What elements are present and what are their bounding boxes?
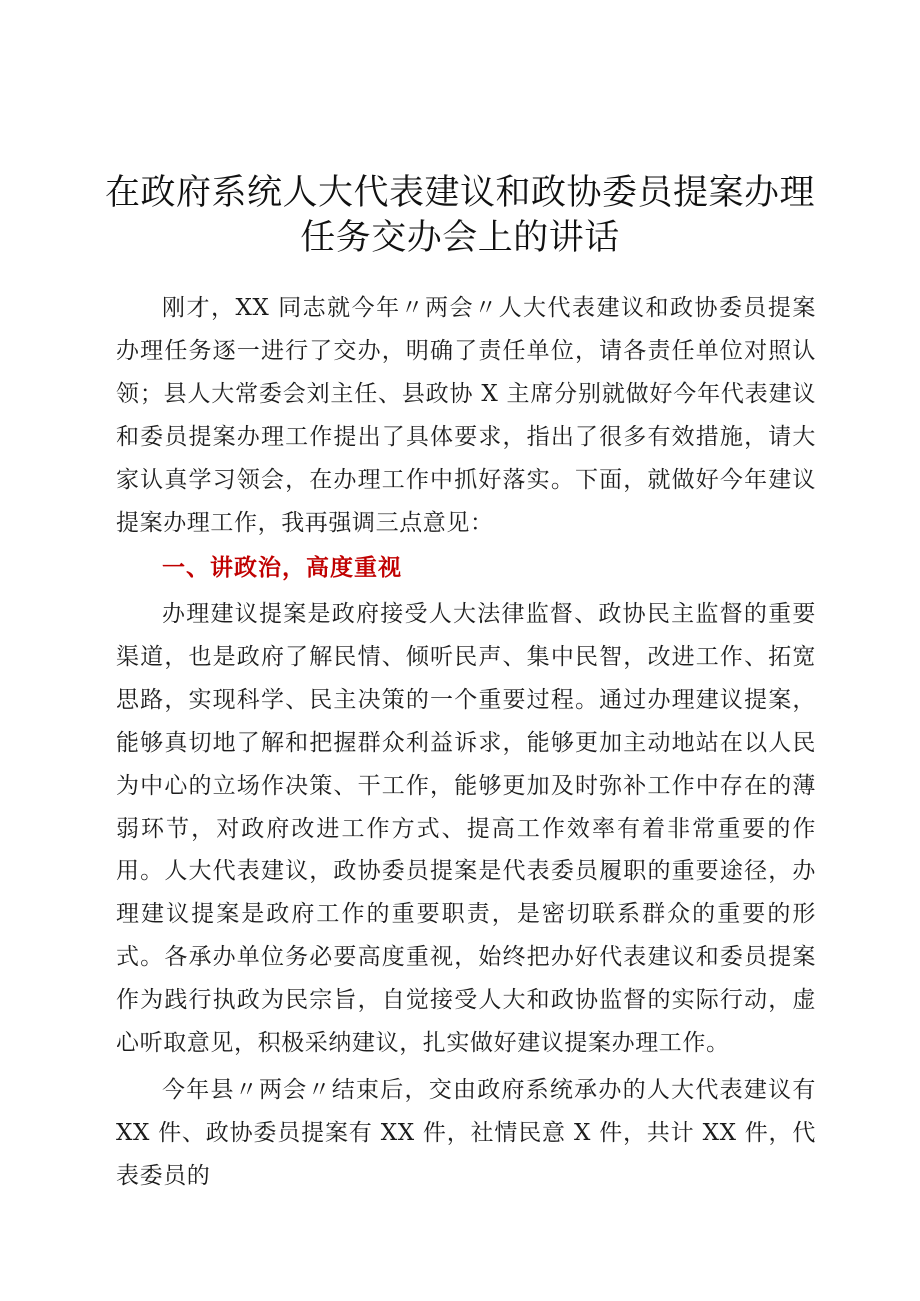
paragraph-intro: 刚才，XX 同志就今年〃两会〃人大代表建议和政协委员提案办理任务逐一进行了交办，明确了责任单位，请各责任单位对照认领；县人大常委会刘主任、县政协 X 主席分别就做好今年代表建议和委员提案办理工作提出了具体要求，指出了很多有效措施，请大家认真学习领会，在办理工作中抓好落实。下面，就做好今年建议提案办理工作，我再强调三点意见： xyxy=(116,295,816,536)
paragraph-section-1-body: 办理建议提案是政府接受人大法律监督、政协民主监督的重要渠道，也是政府了解民情、倾听民声、集中民智，改进工作、拓宽思路，实现科学、民主决策的一个重要过程。通过办理建议提案，能够真切地了解和把握群众利益诉求，能够更加主动地站在以人民为中心的立场作决策、干工作，能够更加及时弥补工作中存在的薄弱环节，对政府改进工作方式、提高工作效率有着非常重要的作用。人大代表建议，政协委员提案是代表委员履职的重要途径，办理建议提案是政府工作的重要职责，是密切联系群众的重要的形式。各承办单位务必要高度重视，始终把办好代表建议和委员提案作为践行执政为民宗旨，自觉接受人大和政协监督的实际行动，虚心听取意见，积极采纳建议，扎实做好建议提案办理工作。 xyxy=(116,601,816,1057)
document-title-line-2: 任务交办会上的讲话 xyxy=(300,218,620,258)
section-heading: 一、讲政治，高度重视 xyxy=(162,555,402,581)
paragraph-section-1-continued: 今年县〃两会〃结束后，交由政府系统承办的人大代表建议有 XX 件、政协委员提案有 XX 件，社情民意 X 件，共计 XX 件，代表委员的 xyxy=(116,1077,816,1189)
document-title-line-1: 在政府系统人大代表建议和政协委员提案办理 xyxy=(104,173,815,213)
